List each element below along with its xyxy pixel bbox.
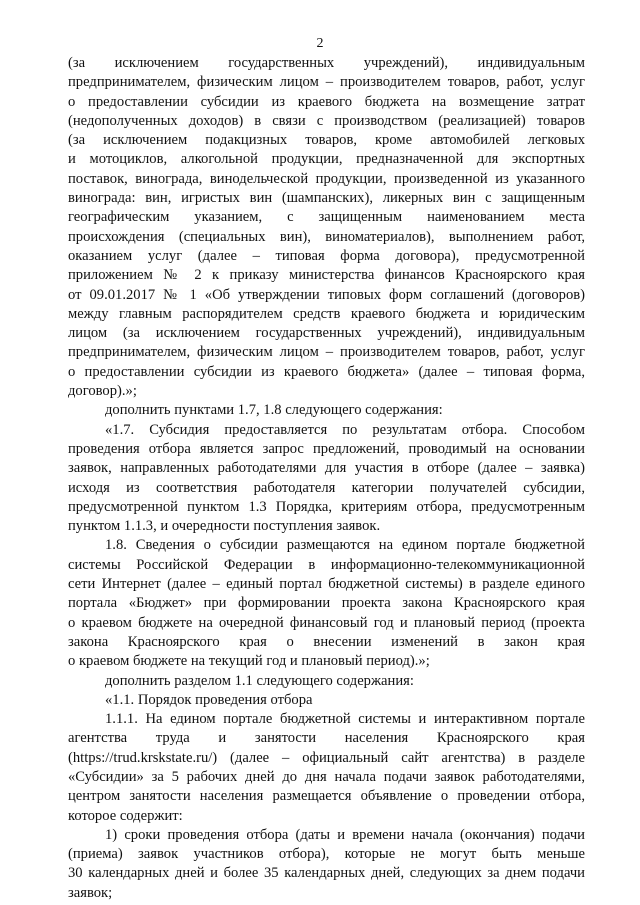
text-line: о предоставлении субсидии из краевого бюджета на возмещение затрат [68, 93, 585, 110]
text-line: винограда: вин, игристых вин (шампанских), ликерных вин с защищенным [68, 190, 585, 207]
paragraph [68, 401, 585, 420]
text-line: которое содержит: [68, 807, 183, 824]
text-line: 30 календарных дней и более 35 календарных дней, следующих за днем подачи [68, 865, 585, 882]
paragraph [68, 710, 585, 826]
text-line: поставок, винограда, винодельческой продукции, произведенной из указанного [68, 170, 585, 187]
paragraph [68, 826, 585, 903]
text-line: системы Российской Федерации в информационно-телекоммуникационной [68, 556, 585, 573]
paragraph [68, 691, 585, 710]
text-line: «1.7. Субсидия предоставляется по результатам отбора. Способом [105, 421, 585, 438]
document-body [68, 54, 585, 903]
text-line: (https://trud.krskstate.ru/) (далее – официальный сайт агентства) в разделе [68, 749, 585, 766]
text-line: о краевом бюджете на очередной финансовый год и плановый период (проекта [68, 614, 585, 631]
text-line: заявок, направленных работодателями для участия в отборе (далее – заявка) [68, 460, 585, 477]
paragraph [68, 54, 585, 401]
text-line: агентства труда и занятости населения Красноярского края [68, 730, 585, 747]
text-line: предпринимателем, физическим лицом – производителем товаров, работ, услуг [68, 74, 585, 91]
text-line: от 09.01.2017 № 1 «Об утверждении типовых форм соглашений (договоров) [68, 286, 585, 303]
text-line: о краевом бюджете на текущий год и плановый период).»; [68, 653, 430, 670]
paragraph [68, 421, 585, 537]
text-line: «Субсидии» за 5 рабочих дней до дня начала подачи заявок работодателями, [68, 768, 585, 785]
text-line: (за исключением государственных учреждений), индивидуальным [68, 55, 585, 71]
text-line: предпринимателем, физическим лицом – производителем товаров, работ, услуг [68, 344, 585, 361]
page-number: 2 [316, 36, 324, 51]
text-line: дополнить пунктами 1.7, 1.8 следующего содержания: [105, 402, 443, 419]
text-line: о предоставлении субсидии из краевого бюджета» (далее – типовая форма, [68, 363, 585, 380]
text-line: центром занятости населения размещается объявление о проведении отбора, [68, 788, 585, 805]
text-line: дополнить разделом 1.1 следующего содержания: [105, 672, 414, 689]
text-line: происхождения (специальных вин), виноматериалов), выполнением работ, [68, 228, 585, 245]
text-line: 1) сроки проведения отбора (даты и времени начала (окончания) подачи [105, 826, 585, 843]
text-line: заявок; [68, 884, 113, 901]
text-line: портала «Бюджет» при формировании проекта закона Красноярского края [68, 595, 585, 612]
text-line: предусмотренной пунктом 1.3 Порядка, критериям отбора, предусмотренным [68, 498, 585, 515]
paragraph [68, 536, 585, 671]
text-line: лицом (за исключением государственных учреждений), индивидуальным [68, 325, 585, 342]
text-line: договор).»; [68, 383, 137, 400]
text-line: закона Красноярского края о внесении изменений в закон края [68, 633, 585, 650]
text-line: проведения отбора является запрос предложений, проводимый на основании [68, 440, 585, 457]
text-line: (недополученных доходов) в связи с производством (реализацией) товаров [68, 112, 585, 129]
text-line: между главным распорядителем средств краевого бюджета и юридическим [68, 305, 585, 322]
text-line: 1.8. Сведения о субсидии размещаются на едином портале бюджетной [105, 537, 585, 554]
paragraph [68, 672, 585, 691]
text-line: географическим указанием, с защищенным наименованием места [68, 209, 585, 226]
text-line: (за исключением подакцизных товаров, кроме автомобилей легковых [68, 132, 585, 149]
text-line: сети Интернет (далее – единый портал бюджетной системы) в разделе единого [68, 576, 585, 593]
text-line: оказанием услуг (далее – типовая форма договора), предусмотренной [68, 247, 585, 264]
text-line: и мотоциклов, алкогольной продукции, предназначенной для экспортных [68, 151, 585, 168]
text-line: «1.1. Порядок проведения отбора [105, 691, 313, 708]
text-line: исходя из соответствия работодателя категории получателей субсидии, [68, 479, 585, 496]
text-line: (приема) заявок участников отбора), которые не могут быть меньше [68, 846, 585, 863]
text-line: пунктом 1.1.3, и очередности поступления заявок. [68, 518, 381, 535]
text-line: приложением № 2 к приказу министерства финансов Красноярского края [68, 267, 585, 284]
text-line: 1.1.1. На едином портале бюджетной системы и интерактивном портале [105, 711, 585, 728]
